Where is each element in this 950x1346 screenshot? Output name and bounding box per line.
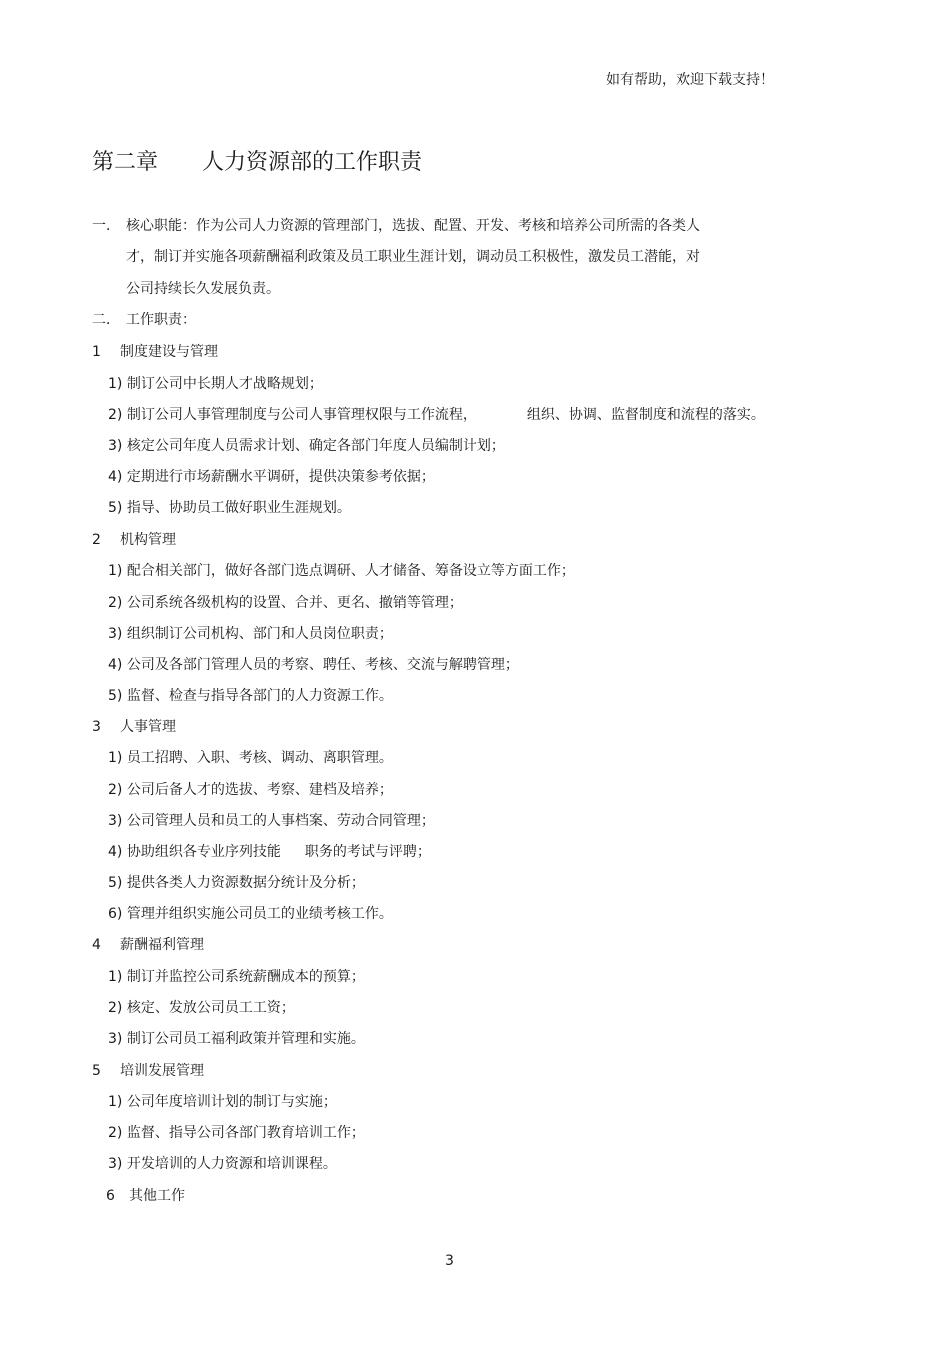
section-title: 机构管理	[120, 532, 176, 548]
section-number: 6	[106, 1188, 115, 1204]
core-line-3: 公司持续长久发展负责。	[126, 281, 280, 297]
list-item: 1) 制订公司中长期人才战略规划；	[108, 376, 323, 392]
list-item: 6) 管理并组织实施公司员工的业绩考核工作。	[108, 906, 393, 922]
list-item: 1) 制订并监控公司系统薪酬成本的预算；	[108, 969, 365, 985]
list-item: 1) 公司年度培训计划的制订与实施；	[108, 1094, 337, 1110]
section-number: 5	[92, 1063, 101, 1079]
chapter-heading	[92, 149, 422, 177]
list-item: 2) 监督、指导公司各部门教育培训工作；	[108, 1125, 365, 1141]
list-item: 3) 组织制订公司机构、部门和人员岗位职责；	[108, 626, 393, 642]
list-item-tail: 职务的考试与评聘；	[304, 844, 431, 860]
section-title: 培训发展管理	[120, 1063, 204, 1079]
list-item-text: 4) 协助组织各专业序列技能	[108, 844, 281, 860]
page-number: 3	[445, 1253, 454, 1269]
list-item: 1) 员工招聘、入职、考核、调动、离职管理。	[108, 750, 393, 766]
list-item: 3) 核定公司年度人员需求计划、确定各部门年度人员编制计划；	[108, 438, 505, 454]
core-marker: 一．	[92, 218, 120, 234]
list-item: 5) 指导、协助员工做好职业生涯规划。	[108, 500, 351, 516]
section-number: 3	[92, 719, 101, 735]
list-item: 3) 公司管理人员和员工的人事档案、劳动合同管理；	[108, 813, 435, 829]
list-item: 2) 公司系统各级机构的设置、合并、更名、撤销等管理；	[108, 595, 463, 611]
section-title: 人事管理	[120, 719, 176, 735]
duties-marker: 二．	[92, 312, 120, 328]
list-item-tail: 组织、协调、监督制度和流程的落实。	[526, 407, 765, 423]
list-item: 2) 核定、发放公司员工工资；	[108, 1000, 295, 1016]
duties-label: 工作职责：	[126, 312, 196, 328]
section-title: 制度建设与管理	[120, 344, 218, 360]
list-item	[108, 406, 765, 424]
section-title: 薪酬福利管理	[120, 937, 204, 953]
list-item: 4) 定期进行市场薪酬水平调研，提供决策参考依据；	[108, 469, 435, 485]
core-line-2: 才，制订并实施各项薪酬福利政策及员工职业生涯计划，调动员工积极性，激发员工潜能，对	[126, 249, 700, 265]
list-item	[108, 843, 431, 861]
header-note: 如有帮助，欢迎下载支持！	[606, 72, 774, 88]
section-number: 1	[92, 344, 101, 360]
list-item: 1) 配合相关部门，做好各部门选点调研、人才储备、筹备设立等方面工作；	[108, 563, 575, 579]
list-item-text: 2) 制订公司人事管理制度与公司人事管理权限与工作流程，	[108, 407, 477, 423]
list-item: 4) 公司及各部门管理人员的考察、聘任、考核、交流与解聘管理；	[108, 657, 519, 673]
list-item: 5) 监督、检查与指导各部门的人力资源工作。	[108, 688, 393, 704]
list-item: 5) 提供各类人力资源数据分统计及分析；	[108, 875, 365, 891]
section-number: 2	[92, 532, 101, 548]
section-number: 4	[92, 937, 101, 953]
chapter-number: 第二章	[92, 150, 159, 175]
chapter-title: 人力资源部的工作职责	[202, 150, 423, 175]
list-item: 2) 公司后备人才的选拔、考察、建档及培养；	[108, 782, 393, 798]
core-line-1: 核心职能：作为公司人力资源的管理部门，选拔、配置、开发、考核和培养公司所需的各类人	[126, 218, 700, 234]
section-title: 其他工作	[129, 1188, 185, 1204]
list-item: 3) 开发培训的人力资源和培训课程。	[108, 1156, 337, 1172]
list-item: 3) 制订公司员工福利政策并管理和实施。	[108, 1031, 365, 1047]
